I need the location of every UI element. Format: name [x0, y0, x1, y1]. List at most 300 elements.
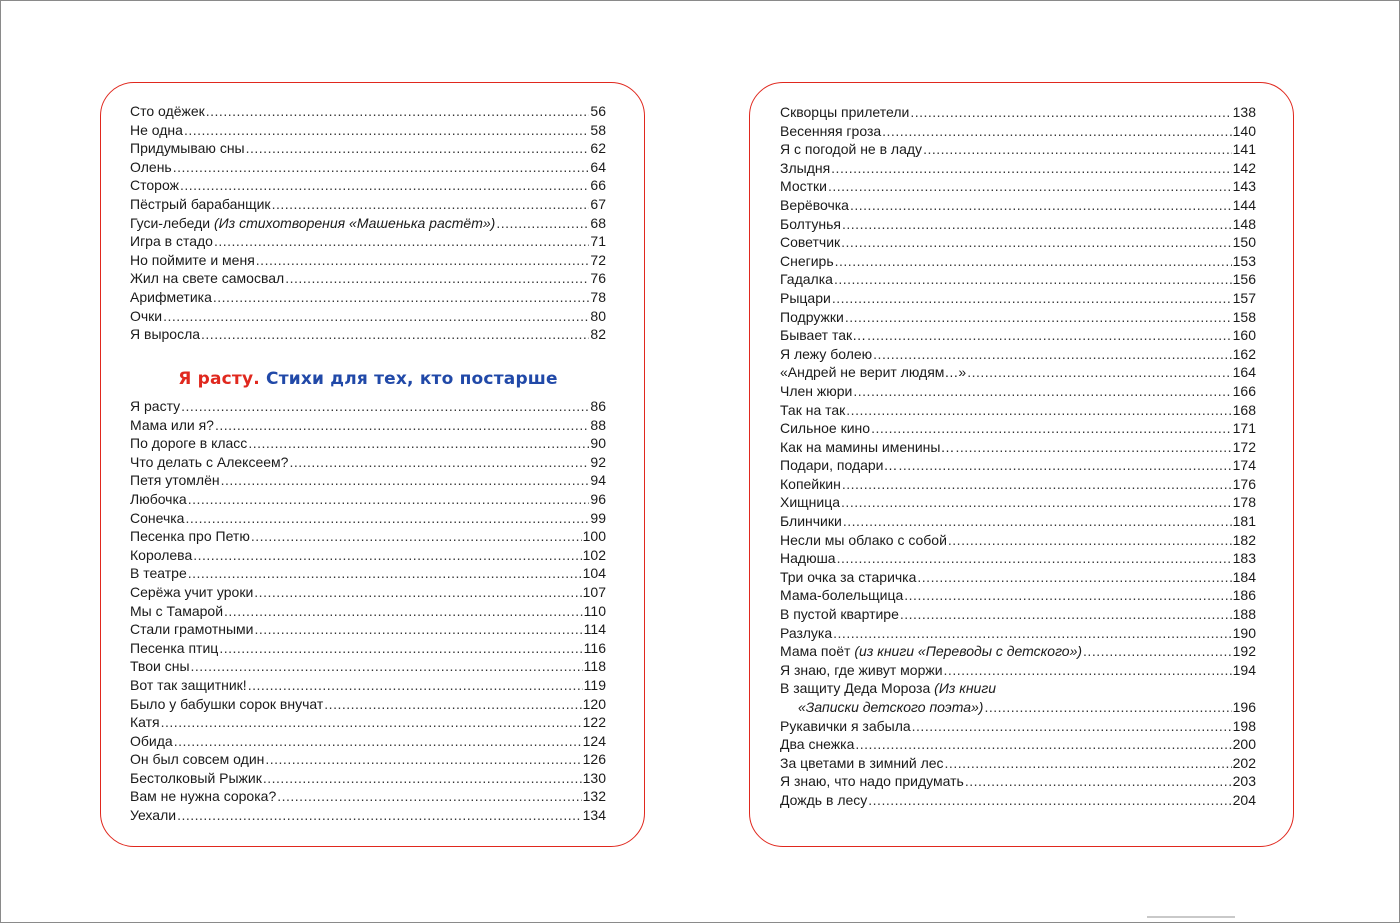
- toc-entry: [780, 270, 1256, 289]
- toc-leader-dots: [272, 195, 590, 214]
- toc-entry-title-text: Но поймите и меня: [130, 251, 255, 268]
- toc-entry: [780, 642, 1256, 661]
- toc-entry: [130, 397, 606, 416]
- toc-entry-page: 118: [583, 658, 606, 675]
- toc-entry-title: [780, 345, 872, 364]
- toc-entry: [780, 419, 1256, 438]
- toc-leader-dots: [841, 233, 1231, 252]
- toc-entry-title-text: Рыцари: [780, 289, 831, 306]
- toc-entry-title-text: Советчик: [780, 234, 841, 251]
- toc-entry-title: [130, 509, 184, 528]
- toc-leader-dots: [193, 546, 581, 565]
- toc-entry-title-text: Так на так: [780, 401, 846, 418]
- toc-leader-dots: [845, 308, 1232, 327]
- toc-entry-title-text: Придумываю сны: [130, 140, 245, 157]
- toc-entry-title: [130, 214, 495, 233]
- toc-leader-dots: [944, 661, 1232, 680]
- toc-entry-page: 58: [590, 121, 606, 138]
- toc-entry-title: [780, 531, 947, 550]
- toc-entry-title: [130, 620, 253, 639]
- toc-entry-page: 94: [590, 472, 606, 489]
- toc-entry-title-text: Злыдня: [780, 159, 831, 176]
- toc-leader-dots: [206, 102, 590, 121]
- toc-entry-title: [780, 475, 841, 494]
- toc-entry-page: 174: [1232, 457, 1256, 474]
- toc-entry: [780, 456, 1256, 475]
- toc-entry-page: 140: [1232, 122, 1256, 139]
- toc-entry-title-text: Катя: [130, 714, 160, 731]
- toc-entry-page: 157: [1232, 289, 1256, 306]
- toc-entry: [780, 791, 1256, 810]
- toc-entry-title-text: Жил на свете самосвал: [130, 270, 285, 287]
- toc-entry: [780, 308, 1256, 327]
- toc-entry: [130, 602, 606, 621]
- toc-entry-title-text: Песенка птиц: [130, 639, 219, 656]
- toc-entry-page: 176: [1232, 475, 1256, 492]
- toc-entry-page: 182: [1232, 531, 1256, 548]
- toc-entry-page: 76: [590, 270, 606, 287]
- toc-entry-title-text: Разлука: [780, 624, 833, 641]
- toc-entry: [130, 750, 606, 769]
- toc-entry-title: [780, 549, 836, 568]
- toc-entry-title-text: В защиту Деда Мороза: [780, 680, 931, 697]
- toc-leader-dots: [965, 772, 1232, 791]
- toc-leader-dots: [835, 252, 1232, 271]
- toc-leader-dots: [224, 602, 583, 621]
- toc-entry: [130, 527, 606, 546]
- toc-entry-title-text: Вот так защитник!: [130, 676, 247, 693]
- toc-entry-title-text: Арифметика: [130, 288, 212, 305]
- toc-leader-dots: [219, 639, 582, 658]
- toc-entry-title-text: Мама-болельщица: [780, 587, 904, 604]
- toc-leader-dots: [841, 493, 1232, 512]
- toc-leader-dots: [324, 695, 581, 714]
- toc-entry-title-text: Что делать с Алексеем?: [130, 453, 289, 470]
- toc-leader-dots: [251, 527, 582, 546]
- toc-entry-page: 96: [590, 490, 606, 507]
- toc-entry-title: [780, 252, 834, 271]
- toc-entry: [130, 713, 606, 732]
- toc-entry-page: 72: [590, 251, 606, 268]
- toc-leader-dots: [873, 345, 1231, 364]
- toc-entry: [130, 121, 606, 140]
- toc-entry-page: 138: [1232, 104, 1256, 120]
- toc-entry-title-text: Болтунья: [780, 215, 842, 232]
- toc-entry-title: [130, 490, 187, 509]
- toc-entry: [780, 196, 1256, 215]
- toc-entry: [780, 661, 1256, 680]
- toc-entry-title-text: Я знаю, что надо придумать: [780, 773, 964, 790]
- toc-entry-title: [130, 732, 173, 751]
- toc-entry-title-text: Серёжа учит уроки: [130, 583, 254, 600]
- section-heading: [130, 369, 606, 389]
- toc-entry-page: 116: [583, 639, 606, 656]
- toc-entry-title: [780, 772, 964, 791]
- toc-leader-dots: [837, 549, 1232, 568]
- toc-entry-title-text: Надюша: [780, 550, 836, 567]
- toc-entry-page: 90: [590, 435, 606, 452]
- toc-entry-page: 88: [590, 416, 606, 433]
- toc-entry: [780, 122, 1256, 141]
- toc-leader-dots: [832, 289, 1232, 308]
- toc-entry-title: [130, 657, 190, 676]
- toc-leader-dots: [185, 509, 589, 528]
- toc-leader-dots: [256, 251, 590, 270]
- toc-leader-dots: [277, 787, 581, 806]
- toc-entry: [130, 453, 606, 472]
- toc-entry: [130, 806, 606, 825]
- toc-entry-title: [130, 471, 220, 490]
- toc-leader-dots: [842, 475, 1232, 494]
- toc-entry-title-text: Любочка: [130, 490, 187, 507]
- toc-leader-dots: [173, 158, 590, 177]
- toc-entry-title: [780, 196, 849, 215]
- toc-entry-title: [780, 586, 903, 605]
- toc-entry-page: 156: [1232, 271, 1256, 288]
- toc-entry-title-text: Стали грамотными: [130, 621, 254, 638]
- toc-entry-title: [130, 139, 245, 158]
- toc-entry-page: 164: [1232, 364, 1256, 381]
- toc-entry: [780, 531, 1256, 550]
- toc-entry-title: [130, 434, 247, 453]
- toc-entry-title: [780, 642, 1082, 661]
- toc-entry-note: «Записки детского поэта»): [798, 699, 984, 715]
- toc-entry-page: 134: [582, 807, 606, 824]
- toc-entry-title: [130, 583, 253, 602]
- toc-entry-title: [130, 787, 276, 806]
- toc-leader-dots: [912, 717, 1232, 736]
- toc-leader-dots: [900, 605, 1232, 624]
- toc-entry-page: 171: [1232, 420, 1256, 437]
- toc-leader-dots: [842, 215, 1232, 234]
- toc-entry-page: 144: [1232, 196, 1256, 213]
- toc-entry: [130, 325, 606, 344]
- toc-leader-dots: [163, 307, 589, 326]
- toc-entry-title: [130, 564, 187, 583]
- toc-entry-title-text: Твои сны: [130, 658, 190, 675]
- toc-entry: [780, 103, 1256, 122]
- toc-entry: [780, 140, 1256, 159]
- toc-leader-dots: [191, 657, 583, 676]
- toc-leader-dots: [948, 531, 1232, 550]
- toc-entry-title-text: «Андрей не верит людям…»: [780, 364, 967, 381]
- toc-leader-dots: [180, 176, 589, 195]
- toc-entry-title-text: Дождь в лесу: [780, 791, 868, 808]
- toc-entry: [780, 289, 1256, 308]
- toc-leader-dots: [846, 401, 1231, 420]
- toc-entry-page: 86: [590, 398, 606, 414]
- toc-entry-title: [780, 698, 983, 717]
- toc-entry-title-text: Сонечка: [130, 509, 185, 526]
- toc-entry-page: 119: [583, 676, 606, 693]
- toc-entry-title: [130, 676, 247, 695]
- toc-entry-page: 203: [1232, 773, 1256, 790]
- toc-leader-dots: [899, 456, 1232, 475]
- toc-leader-dots: [967, 363, 1231, 382]
- toc-entry-title: [780, 308, 844, 327]
- toc-entry: [130, 657, 606, 676]
- toc-entry-page: 100: [582, 528, 606, 545]
- toc-entry: [130, 490, 606, 509]
- toc-entry-title-text: Мама поёт: [780, 643, 851, 660]
- toc-leader-dots: [254, 583, 581, 602]
- toc-entry-title: [780, 177, 827, 196]
- toc-entry: [780, 698, 1256, 717]
- toc-entry-title-text: Пёстрый барабанщик: [130, 195, 271, 212]
- toc-entry-page: 160: [1232, 327, 1256, 344]
- toc-entry-title: [130, 806, 176, 825]
- toc-entry-title: [780, 289, 831, 308]
- toc-leader-dots: [289, 453, 589, 472]
- toc-entry: [130, 676, 606, 695]
- toc-leader-dots: [201, 325, 589, 344]
- toc-entry: [780, 679, 1256, 698]
- toc-entry-title-text: Сильное кино: [780, 420, 871, 437]
- toc-entry-page: 110: [583, 602, 606, 619]
- toc-list-left-bottom: [130, 397, 606, 825]
- section-heading-part1: Я расту.: [178, 369, 260, 389]
- toc-entry: [130, 769, 606, 788]
- toc-leader-dots: [254, 620, 582, 639]
- toc-entry-title-text: Петя утомлён: [130, 472, 220, 489]
- toc-entry: [130, 176, 606, 195]
- section-heading-part2: Стихи для тех, кто постарше: [266, 369, 558, 389]
- toc-entry-page: 181: [1232, 513, 1256, 530]
- toc-entry-title-text: Рукавички я забыла: [780, 717, 911, 734]
- toc-entry-title: [780, 159, 830, 178]
- toc-entry: [780, 475, 1256, 494]
- toc-leader-dots: [945, 754, 1232, 773]
- toc-entry-title: [130, 251, 255, 270]
- toc-entry: [130, 583, 606, 602]
- toc-entry-note: (Из книги: [934, 680, 997, 697]
- page-edge-mark: [1147, 916, 1235, 918]
- toc-entry-title-text: Бестолковый Рыжик: [130, 769, 262, 786]
- toc-entry-title: [130, 416, 214, 435]
- toc-entry-note: (из книги «Переводы с детского»): [854, 643, 1083, 660]
- toc-leader-dots: [177, 806, 582, 825]
- toc-entry: [130, 564, 606, 583]
- toc-entry-title-text: Обида: [130, 732, 173, 749]
- toc-entry-title: [130, 269, 284, 288]
- toc-entry: [780, 215, 1256, 234]
- toc-entry: [130, 288, 606, 307]
- toc-leader-dots: [184, 121, 589, 140]
- toc-leader-dots: [181, 397, 589, 416]
- toc-leader-dots: [221, 471, 590, 490]
- toc-entry: [780, 252, 1256, 271]
- toc-entry-title-text: Песенка про Петю: [130, 528, 250, 545]
- toc-entry-title-text: Верёвочка: [780, 196, 849, 213]
- toc-entry-page: 68: [590, 214, 606, 231]
- toc-entry-title: [130, 769, 262, 788]
- toc-entry: [130, 546, 606, 565]
- toc-entry-page: 166: [1232, 382, 1256, 399]
- toc-entry-page: 120: [582, 695, 606, 712]
- toc-leader-dots: [246, 139, 590, 158]
- toc-leader-dots: [265, 750, 581, 769]
- toc-leader-dots: [161, 713, 582, 732]
- toc-entry: [130, 232, 606, 251]
- toc-entry: [130, 732, 606, 751]
- toc-entry: [780, 586, 1256, 605]
- toc-entry: [130, 416, 606, 435]
- toc-entry-title-text: Как на мамины именины…: [780, 438, 955, 455]
- toc-entry-title: [130, 546, 192, 565]
- toc-leader-dots: [831, 159, 1231, 178]
- toc-entry: [780, 512, 1256, 531]
- toc-entry: [780, 717, 1256, 736]
- toc-entry-title-text: В пустой квартире: [780, 606, 899, 623]
- toc-entry: [130, 695, 606, 714]
- toc-leader-dots: [174, 732, 582, 751]
- toc-leader-dots: [188, 490, 590, 509]
- toc-entry-title: [130, 121, 183, 140]
- toc-entry-page: 198: [1232, 717, 1256, 734]
- toc-entry-title: [130, 453, 288, 472]
- toc-entry-page: 141: [1232, 141, 1256, 158]
- toc-entry-title: [130, 307, 162, 326]
- toc-leader-dots: [868, 791, 1231, 810]
- toc-entry-title: [780, 326, 866, 345]
- toc-entry-page: 153: [1232, 252, 1256, 269]
- toc-entry: [130, 195, 606, 214]
- toc-entry: [780, 549, 1256, 568]
- toc-entry-title: [780, 103, 909, 122]
- toc-entry: [130, 307, 606, 326]
- toc-entry-page: 202: [1232, 754, 1256, 771]
- toc-entry: [780, 735, 1256, 754]
- toc-entry-title: [130, 713, 160, 732]
- toc-leader-dots: [984, 698, 1231, 717]
- toc-leader-dots: [871, 419, 1232, 438]
- toc-entry: [130, 509, 606, 528]
- toc-entry: [780, 233, 1256, 252]
- toc-leader-dots: [285, 269, 589, 288]
- toc-entry-title-text: За цветами в зимний лес: [780, 754, 944, 771]
- toc-entry-page: 142: [1232, 159, 1256, 176]
- toc-entry-page: 158: [1232, 308, 1256, 325]
- toc-entry: [780, 605, 1256, 624]
- toc-entry-title-text: Гуси-лебеди: [130, 214, 211, 231]
- toc-entry-title-text: Три очка за старичка: [780, 568, 917, 585]
- toc-entry-title-text: По дороге в класс: [130, 435, 248, 452]
- toc-entry-title: [780, 456, 898, 475]
- toc-leader-dots: [215, 416, 589, 435]
- toc-entry-title-text: Копейкин: [780, 475, 841, 492]
- toc-list-right: [780, 103, 1256, 810]
- toc-entry: [130, 269, 606, 288]
- toc-entry-title-text: Уехали: [130, 807, 177, 824]
- toc-entry-page: 67: [590, 195, 606, 212]
- toc-leader-dots: [833, 624, 1231, 643]
- toc-entry-title-text: Несли мы облако с собой: [780, 531, 947, 548]
- toc-entry-page: 71: [590, 233, 606, 250]
- toc-entry-page: 148: [1232, 215, 1256, 232]
- toc-entry-title-text: Я лежу болею: [780, 345, 873, 362]
- toc-entry-page: 130: [582, 769, 606, 786]
- toc-entry: [130, 102, 606, 121]
- toc-entry-title-text: Игра в стадо: [130, 233, 213, 250]
- toc-entry-title-text: Сторож: [130, 177, 179, 194]
- toc-entry-title: [780, 735, 854, 754]
- toc-entry-title: [130, 232, 213, 251]
- toc-entry-title-text: Весенняя гроза: [780, 122, 882, 139]
- toc-entry-page: 162: [1232, 345, 1256, 362]
- toc-entry-page: 143: [1232, 178, 1256, 195]
- toc-entry-title: [130, 102, 205, 121]
- toc-entry-title: [780, 438, 954, 457]
- toc-entry-title-text: Два снежка: [780, 736, 855, 753]
- toc-entry: [130, 787, 606, 806]
- toc-entry: [130, 139, 606, 158]
- toc-entry-page: 64: [590, 158, 606, 175]
- toc-leader-dots: [850, 196, 1232, 215]
- toc-entry-title-text: В театре: [130, 565, 187, 582]
- toc-entry-title: [780, 661, 943, 680]
- toc-leader-dots: [853, 382, 1231, 401]
- toc-entry: [130, 471, 606, 490]
- toc-entry-page: 188: [1232, 606, 1256, 623]
- toc-entry-title: [130, 527, 250, 546]
- toc-entry-title: [780, 270, 833, 289]
- toc-leader-dots: [855, 735, 1231, 754]
- toc-entry-title: [130, 325, 200, 344]
- toc-entry-title-text: Мостки: [780, 178, 827, 195]
- toc-entry-title-text: Было у бабушки сорок внучат: [130, 695, 324, 712]
- toc-entry: [130, 214, 606, 233]
- toc-entry-title: [130, 195, 271, 214]
- toc-entry-title: [780, 624, 832, 643]
- toc-entry: [780, 438, 1256, 457]
- toc-entry-title-text: Бывает так…: [780, 327, 867, 344]
- toc-leader-dots: [910, 103, 1231, 122]
- toc-leader-dots: [923, 140, 1232, 159]
- toc-entry-title-text: Сто одёжек: [130, 103, 205, 119]
- toc-entry-title-text: Мама или я?: [130, 416, 214, 433]
- toc-entry-title-text: Подружки: [780, 308, 844, 325]
- toc-leader-dots: [263, 769, 582, 788]
- toc-entry-title: [130, 695, 323, 714]
- toc-entry-title-text: Блинчики: [780, 513, 842, 530]
- toc-entry-page: 132: [582, 788, 606, 805]
- toc-leader-dots: [214, 232, 589, 251]
- toc-entry-title: [780, 493, 840, 512]
- toc-entry: [130, 434, 606, 453]
- toc-entry-title-text: Вам не нужна сорока?: [130, 788, 277, 805]
- toc-entry-page: 126: [582, 751, 606, 768]
- toc-entry-page: 56: [590, 103, 606, 119]
- toc-entry-page: 196: [1232, 699, 1256, 715]
- toc-entry-title-text: Очки: [130, 307, 163, 324]
- toc-list-left-top: [130, 102, 606, 344]
- toc-entry-title: [130, 639, 218, 658]
- toc-entry-title-text: Он был совсем один: [130, 751, 265, 768]
- toc-entry-page: 62: [590, 140, 606, 157]
- toc-entry-title-text: Мы с Тамарой: [130, 602, 224, 619]
- toc-leader-dots: [955, 438, 1231, 457]
- toc-entry-page: 204: [1232, 791, 1256, 808]
- toc-entry: [780, 568, 1256, 587]
- toc-entry-title: [780, 401, 845, 420]
- toc-entry-title-text: Член жюри: [780, 382, 853, 399]
- toc-entry-title: [130, 176, 179, 195]
- toc-leader-dots: [1083, 642, 1232, 661]
- toc-entry: [130, 620, 606, 639]
- toc-entry-title: [130, 602, 223, 621]
- toc-entry-title-text: Скворцы прилетели: [780, 104, 910, 120]
- toc-entry-title: [780, 233, 840, 252]
